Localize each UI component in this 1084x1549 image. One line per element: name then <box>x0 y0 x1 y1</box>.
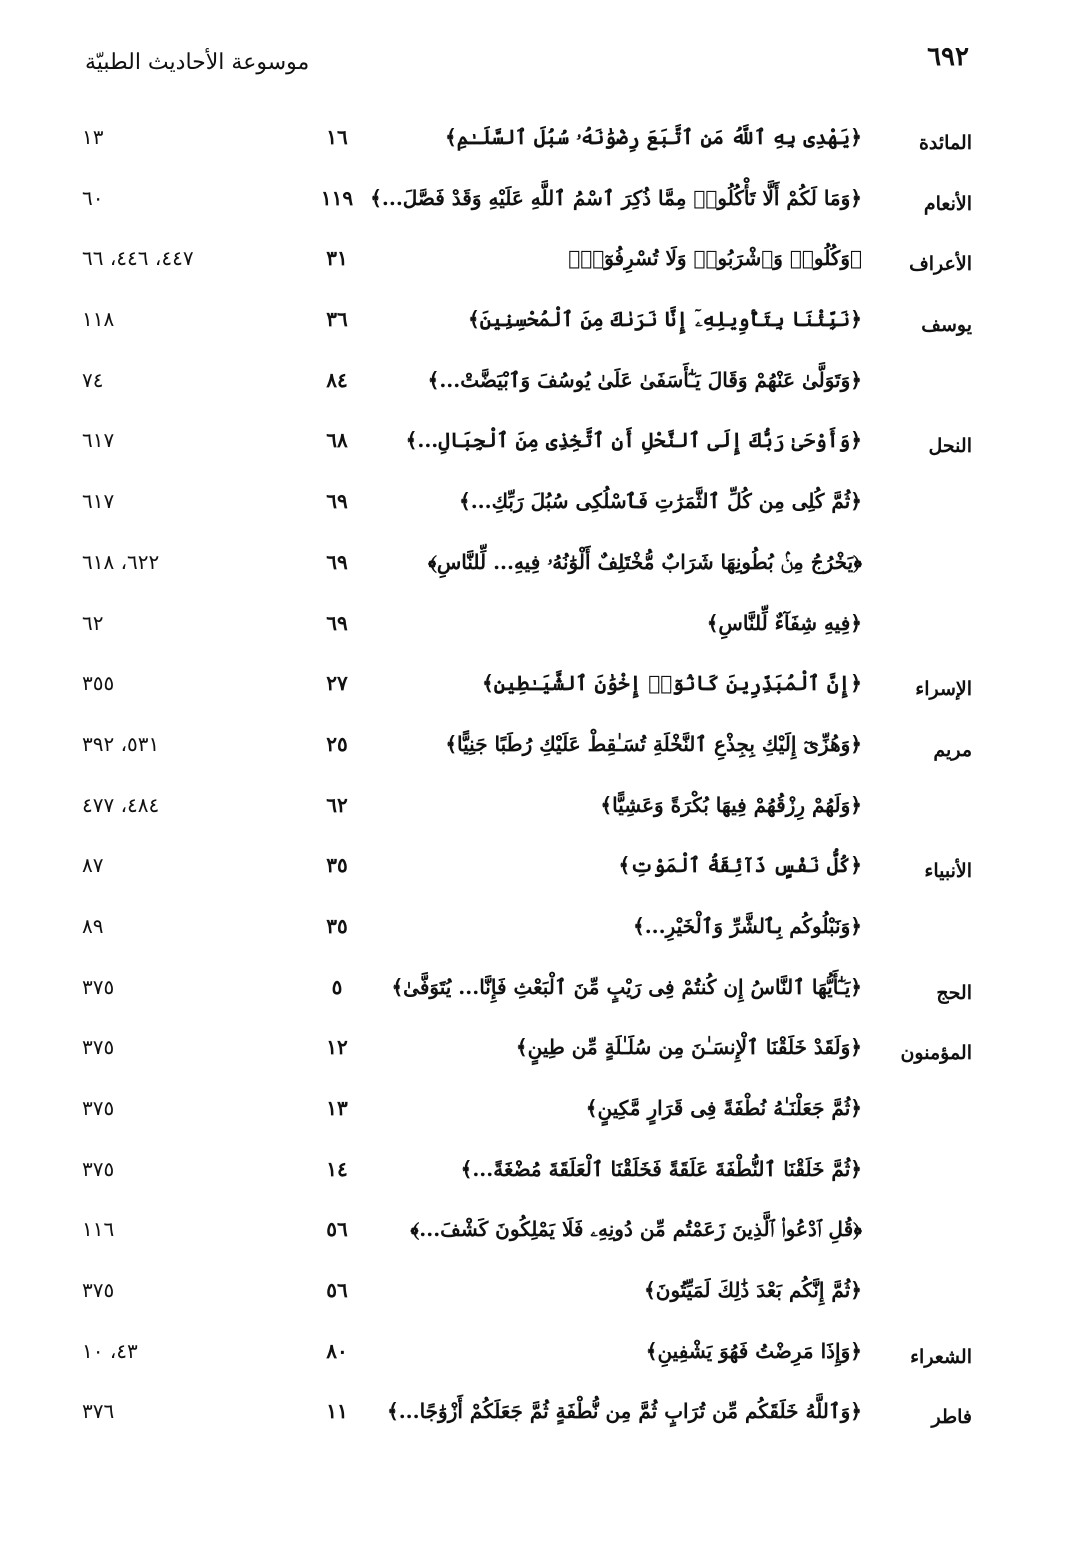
page-references: ٨٩ <box>82 913 104 938</box>
ayah-text: ﴿يَخْرُجُ مِنۢ بُطُونِهَا شَرَابٌ مُّخْتَلِفٌ أَلْوَٰنُهُۥ فِيهِ... لِّلنَّاسِ﴾ <box>427 549 862 574</box>
ayah-number: ٢٥ <box>326 731 348 756</box>
ayah-text: ﴿ثُمَّ خَلَقْنَا ٱلنُّطْفَةَ عَلَقَةً فَخَلَقْنَا ٱلْعَلَقَةَ مُضْغَةً...﴾ <box>460 1156 862 1181</box>
ayah-number: ٥٦ <box>326 1278 348 1303</box>
ayah-number: ٨٤ <box>326 367 348 392</box>
page-references: ٤٤٧، ٤٤٦، ٦٦ <box>82 246 194 271</box>
ayah-text: ﴿وَكُلُوا۟ وَٱشْرَبُوا۟ وَلَا تُسْرِفُوٓا۟﴾ <box>568 246 862 271</box>
page-references: ١٣ <box>82 125 104 149</box>
surah-name: الشعراء <box>910 1345 972 1368</box>
index-row <box>82 176 972 237</box>
ayah-number: ٦٢ <box>326 792 348 817</box>
ayah-number: ١١٩ <box>320 185 354 210</box>
ayah-text: ﴿وَلَقَدْ خَلَقْنَا ٱلْإِنسَـٰنَ مِن سُلَـٰلَةٍ مِّن طِينٍ﴾ <box>515 1035 862 1060</box>
page-references: ٣٧٥ <box>82 1096 115 1120</box>
page-references: ٦١٧ <box>82 428 115 453</box>
index-row <box>82 722 972 783</box>
ayah-text: ﴿يَهْدِى بِهِ ٱللَّهُ مَنِ ٱتَّبَعَ رِضْوَٰنَهُۥ سُبُلَ ٱلسَّلَـٰمِ﴾ <box>444 125 862 149</box>
surah-name: الإسراء <box>915 678 972 701</box>
index-row <box>82 965 972 1026</box>
page-references: ١١٦ <box>82 1217 115 1242</box>
ayah-text: ﴿نَبِّئْنَا بِتَأْوِيلِهِۦٓ إِنَّا نَرَىٰكَ مِنَ ٱلْمُحْسِنِينَ﴾ <box>468 307 862 332</box>
running-title: موسوعة الأحاديث الطبيّة <box>85 50 310 75</box>
ayah-number: ١٣ <box>326 1096 348 1120</box>
ayah-text: ﴿يَـٰٓأَيُّهَا ٱلنَّاسُ إِن كُنتُمْ فِى رَيْبٍ مِّنَ ٱلْبَعْثِ فَإِنَّا... يُتَوَفَّىٰ﴾ <box>391 974 862 999</box>
index-row <box>82 661 972 722</box>
ayah-text: ﴿قُلِ ٱدْعُوا۟ ٱلَّذِينَ زَعَمْتُم مِّن دُونِهِۦ فَلَا يَمْلِكُونَ كَشْفَ...﴾ <box>410 1217 862 1242</box>
verse-index-list <box>82 115 972 1450</box>
ayah-text: ﴿وَتَوَلَّىٰ عَنْهُمْ وَقَالَ يَـٰٓأَسَفَىٰ عَلَىٰ يُوسُفَ وَٱبْيَضَّتْ...﴾ <box>427 367 862 392</box>
ayah-number: ٦٩ <box>326 610 348 635</box>
surah-name: يوسف <box>921 314 972 337</box>
index-row <box>82 783 972 844</box>
ayah-number: ١١ <box>326 1399 348 1424</box>
ayah-number: ٥ <box>331 974 343 999</box>
page-references: ٣٧٥ <box>82 1035 115 1060</box>
index-row <box>82 1329 972 1390</box>
index-row <box>82 1147 972 1208</box>
ayah-text: ﴿وَهُزِّىٓ إِلَيْكِ بِجِذْعِ ٱلنَّخْلَةِ تُسَـٰقِطْ عَلَيْكِ رُطَبًا جَنِيًّا﴾ <box>445 731 862 756</box>
page-references: ٣٧٥ <box>82 974 115 999</box>
index-row <box>82 1207 972 1268</box>
index-row <box>82 297 972 358</box>
page-references: ٧٤ <box>82 367 104 392</box>
ayah-text: ﴿إِنَّ ٱلْمُبَذِّرِينَ كَانُوٓا۟ إِخْوَٰنَ ٱلشَّيَـٰطِينِ﴾ <box>482 671 862 696</box>
index-row <box>82 1086 972 1147</box>
ayah-number: ٦٨ <box>326 428 348 453</box>
surah-name: المائدة <box>918 132 972 154</box>
page-references: ١١٨ <box>82 307 115 332</box>
page-references: ٣٧٦ <box>82 1399 115 1424</box>
ayah-text: ﴿ثُمَّ كُلِى مِن كُلِّ ٱلثَّمَرَٰتِ فَٱسْلُكِى سُبُلَ رَبِّكِ...﴾ <box>458 489 862 514</box>
ayah-text: ﴿فِيهِ شِفَآءٌ لِّلنَّاسِ﴾ <box>706 610 862 635</box>
ayah-number: ٣٦ <box>326 307 348 332</box>
ayah-text: ﴿كُلُّ نَفْسٍ ذَآئِقَةُ ٱلْمَوْتِ﴾ <box>618 853 862 878</box>
page-references: ٣٥٥ <box>82 671 115 696</box>
surah-name: فاطر <box>931 1406 972 1429</box>
index-row <box>82 601 972 662</box>
surah-name: الحج <box>936 981 972 1004</box>
page-references: ٥٣١، ٣٩٢ <box>82 731 160 756</box>
ayah-number: ٦٩ <box>326 549 348 574</box>
page-references: ٣٧٥ <box>82 1278 115 1303</box>
page-references: ٦٢ <box>82 610 104 635</box>
index-row <box>82 540 972 601</box>
index-row <box>82 1025 972 1086</box>
ayah-number: ٣٥ <box>326 913 348 938</box>
page-references: ٦٠ <box>82 185 104 210</box>
page-references: ٦٢٢، ٦١٨ <box>82 549 160 574</box>
index-row <box>82 115 972 176</box>
ayah-text: ﴿وَٱللَّهُ خَلَقَكُم مِّن تُرَابٍ ثُمَّ مِن نُّطْفَةٍ ثُمَّ جَعَلَكُمْ أَزْوَٰجًا...﴾ <box>386 1399 862 1424</box>
surah-name: النحل <box>928 435 972 458</box>
surah-name: مريم <box>933 738 972 761</box>
index-row <box>82 1389 972 1450</box>
ayah-number: ٦٩ <box>326 489 348 514</box>
index-row <box>82 843 972 904</box>
surah-name: الأنعام <box>923 192 972 215</box>
page-references: ٤٨٤، ٤٧٧ <box>82 792 160 817</box>
ayah-number: ٨٠ <box>326 1338 348 1363</box>
ayah-text: ﴿ثُمَّ جَعَلْنَـٰهُ نُطْفَةً فِى قَرَارٍ مَّكِينٍ﴾ <box>585 1096 862 1120</box>
surah-name: الأعراف <box>909 253 972 276</box>
ayah-number: ١٢ <box>326 1035 348 1060</box>
ayah-number: ٢٧ <box>326 671 348 696</box>
index-row <box>82 904 972 965</box>
surah-name: الأنبياء <box>924 860 972 883</box>
page-references: ٨٧ <box>82 853 104 878</box>
ayah-number: ٣٥ <box>326 853 348 878</box>
ayah-text: ﴿وَلَهُمْ رِزْقُهُمْ فِيهَا بُكْرَةً وَعَشِيًّا﴾ <box>600 792 862 817</box>
page-references: ٦١٧ <box>82 489 115 514</box>
page-references: ٣٧٥ <box>82 1156 115 1181</box>
index-row <box>82 1268 972 1329</box>
ayah-text: ﴿ثُمَّ إِنَّكُم بَعْدَ ذَٰلِكَ لَمَيِّتُونَ﴾ <box>644 1278 862 1303</box>
ayah-number: ٥٦ <box>326 1217 348 1242</box>
ayah-text: ﴿وَإِذَا مَرِضْتُ فَهُوَ يَشْفِينِ﴾ <box>645 1338 862 1363</box>
page-references: ٤٣، ١٠ <box>82 1338 138 1363</box>
ayah-number: ١٦ <box>326 125 348 149</box>
index-row <box>82 418 972 479</box>
ayah-text: ﴿وَنَبْلُوكُم بِٱلشَّرِّ وَٱلْخَيْرِ...﴾ <box>632 913 862 938</box>
surah-name: المؤمنون <box>900 1042 972 1065</box>
ayah-number: ١٤ <box>326 1156 348 1181</box>
ayah-text: ﴿وَمَا لَكُمْ أَلَّا تَأْكُلُوا۟ مِمَّا ذُكِرَ ٱسْمُ ٱللَّهِ عَلَيْهِ وَقَدْ فَصَّلَ...﴾ <box>370 185 862 210</box>
index-row <box>82 236 972 297</box>
index-row <box>82 479 972 540</box>
index-row <box>82 358 972 419</box>
ayah-number: ٣١ <box>326 246 348 271</box>
ayah-text: ﴿وَأَوْحَىٰ رَبُّكَ إِلَى ٱلنَّحْلِ أَنِ ٱتَّخِذِى مِنَ ٱلْجِبَالِ...﴾ <box>405 428 862 453</box>
page-number: ٦٩٢ <box>927 42 969 72</box>
